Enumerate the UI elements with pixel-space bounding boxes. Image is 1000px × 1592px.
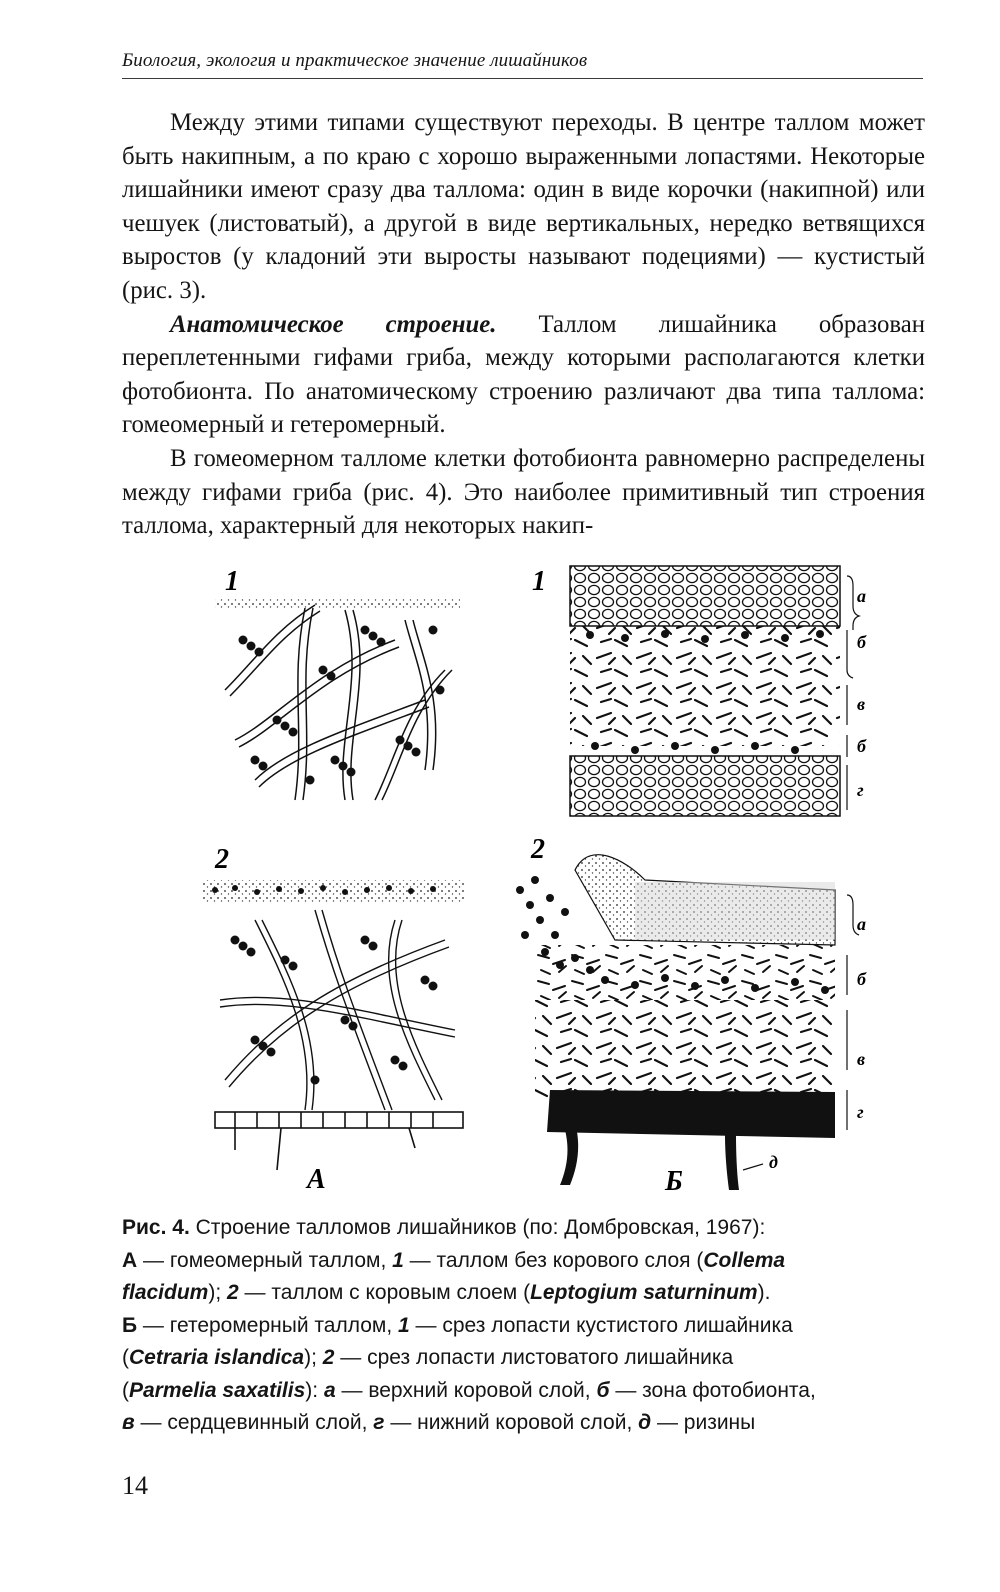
paragraph-1: Между этими типами существуют переходы. В центре таллом может быть накипным, а по краю с хорошо выраженными лопастями. Некоторые лишайники имеют сразу два таллома: один в виде корочки (накипной) или чешуек (листоватый), а другой в виде вертикальных, нередко ветвящихся выростов (у кладоний эти выросты называют подециями) — кустистый (рис. 3). — [122, 109, 925, 304]
caption-species-collema: Collema — [703, 1248, 786, 1272]
panel-a2 — [203, 844, 465, 1195]
label-b2-v: в — [857, 1049, 866, 1069]
lichen-thallus-illustration — [195, 560, 875, 1200]
caption-layer-g: г — [373, 1411, 385, 1434]
caption-species-parmelia: Parmelia saxatilis — [129, 1378, 306, 1402]
body-text — [122, 106, 925, 543]
caption-layer-d: д — [638, 1411, 652, 1434]
caption-layer-g-text: — нижний коровой слой, — [384, 1411, 639, 1434]
caption-a-letter: А — [122, 1248, 138, 1272]
caption-b-num1: 1 — [398, 1313, 410, 1337]
caption-a-t2: ); — [208, 1281, 228, 1304]
caption-b-num2: 2 — [322, 1346, 335, 1369]
figure-caption — [122, 1212, 922, 1440]
label-b1-b-top: б — [857, 632, 866, 652]
caption-line-4 — [122, 1310, 922, 1343]
caption-line-1 — [122, 1212, 922, 1245]
running-title: Биология, экология и практическое значение лишайников — [122, 50, 588, 71]
label-a2: 2 — [215, 844, 229, 875]
caption-line-5: (Cetraria islandica); 2 — срез лопасти листоватого лишайника — [122, 1346, 734, 1369]
caption-line-3 — [122, 1277, 922, 1310]
header-rule — [122, 78, 923, 79]
caption-b-t2: ); — [304, 1346, 323, 1369]
label-panel-a: А — [307, 1164, 326, 1195]
paragraph-2-term: Анатомическое строение. — [170, 310, 497, 338]
paragraph-2-text: Таллом лишайника образован переплетенными гифами гриба, между которыми располагаются клетки фотобионта. По анатомическому строению различают два типа таллома: гомеомерный и гетеромерный. — [122, 310, 926, 439]
paragraph-2 — [122, 308, 925, 442]
caption-b-text: — гетеромерный таллом, — [137, 1313, 399, 1337]
label-panel-b: Б — [665, 1166, 683, 1197]
page-number: 14 — [122, 1471, 148, 1500]
figure-4 — [195, 560, 875, 1200]
caption-line-2 — [122, 1245, 922, 1278]
caption-layer-b-text: — зона фотобионта, — [609, 1378, 816, 1402]
panel-a1 — [215, 566, 460, 800]
caption-layer-b: б — [596, 1378, 610, 1402]
caption-b-t4: ): — [305, 1378, 324, 1402]
label-b2-b: б — [857, 969, 866, 989]
caption-a-num1: 1 — [392, 1248, 404, 1272]
caption-a-num2: 2 — [227, 1281, 239, 1304]
caption-line-6: (Parmelia saxatilis): а — верхний коровой слой, б — зона фотобионта, — [122, 1378, 816, 1402]
caption-a-t4: ). — [757, 1281, 771, 1304]
caption-species-leptogium: Leptogium saturninum — [530, 1281, 758, 1304]
caption-species-flacidum: flacidum — [122, 1281, 209, 1304]
paragraph-3: В гомеомерном талломе клетки фотобионта равномерно распределены между гифами гриба (рис. 4). Это наиболее примитивный тип строения таллома, характерный для некоторых накип- — [122, 444, 925, 540]
label-b1-g: г — [857, 780, 864, 800]
caption-species-cetraria: Cetraria islandica — [129, 1346, 305, 1369]
label-b2-d: д — [769, 1152, 778, 1172]
caption-b-t1: — срез лопасти кустистого лишайника — [409, 1313, 793, 1337]
label-b2-g: г — [857, 1102, 864, 1122]
caption-layer-v: в — [122, 1411, 135, 1434]
caption-a-t3: — таллом с коровым слоем ( — [238, 1281, 531, 1304]
panel-b1 — [532, 566, 867, 816]
caption-layer-a: а — [323, 1378, 336, 1402]
caption-a-t1: — таллом без корового слоя ( — [403, 1248, 704, 1272]
label-a1: 1 — [225, 566, 239, 597]
caption-a-text: — гомеомерный таллом, — [137, 1248, 393, 1272]
caption-layer-a-text: — верхний коровой слой, — [335, 1378, 597, 1402]
label-b2: 2 — [531, 834, 545, 865]
panel-b2 — [516, 834, 867, 1197]
caption-line-7 — [122, 1407, 922, 1440]
label-b1-b-bottom: б — [857, 736, 866, 756]
label-b1-a: а — [857, 586, 866, 606]
label-b2-a: а — [857, 914, 866, 934]
caption-layer-d-text: — ризины — [651, 1411, 756, 1434]
caption-fig-label: Рис. 4. — [122, 1216, 190, 1239]
caption-b-letter: Б — [122, 1313, 138, 1337]
caption-title: Строение талломов лишайников (по: Домбровская, 1967): — [189, 1216, 766, 1239]
caption-layer-v-text: — сердцевинный слой, — [134, 1411, 374, 1434]
caption-b-t3: — срез лопасти листоватого лишайника — [334, 1346, 734, 1369]
label-b1: 1 — [532, 566, 546, 597]
label-b1-v: в — [857, 694, 866, 714]
